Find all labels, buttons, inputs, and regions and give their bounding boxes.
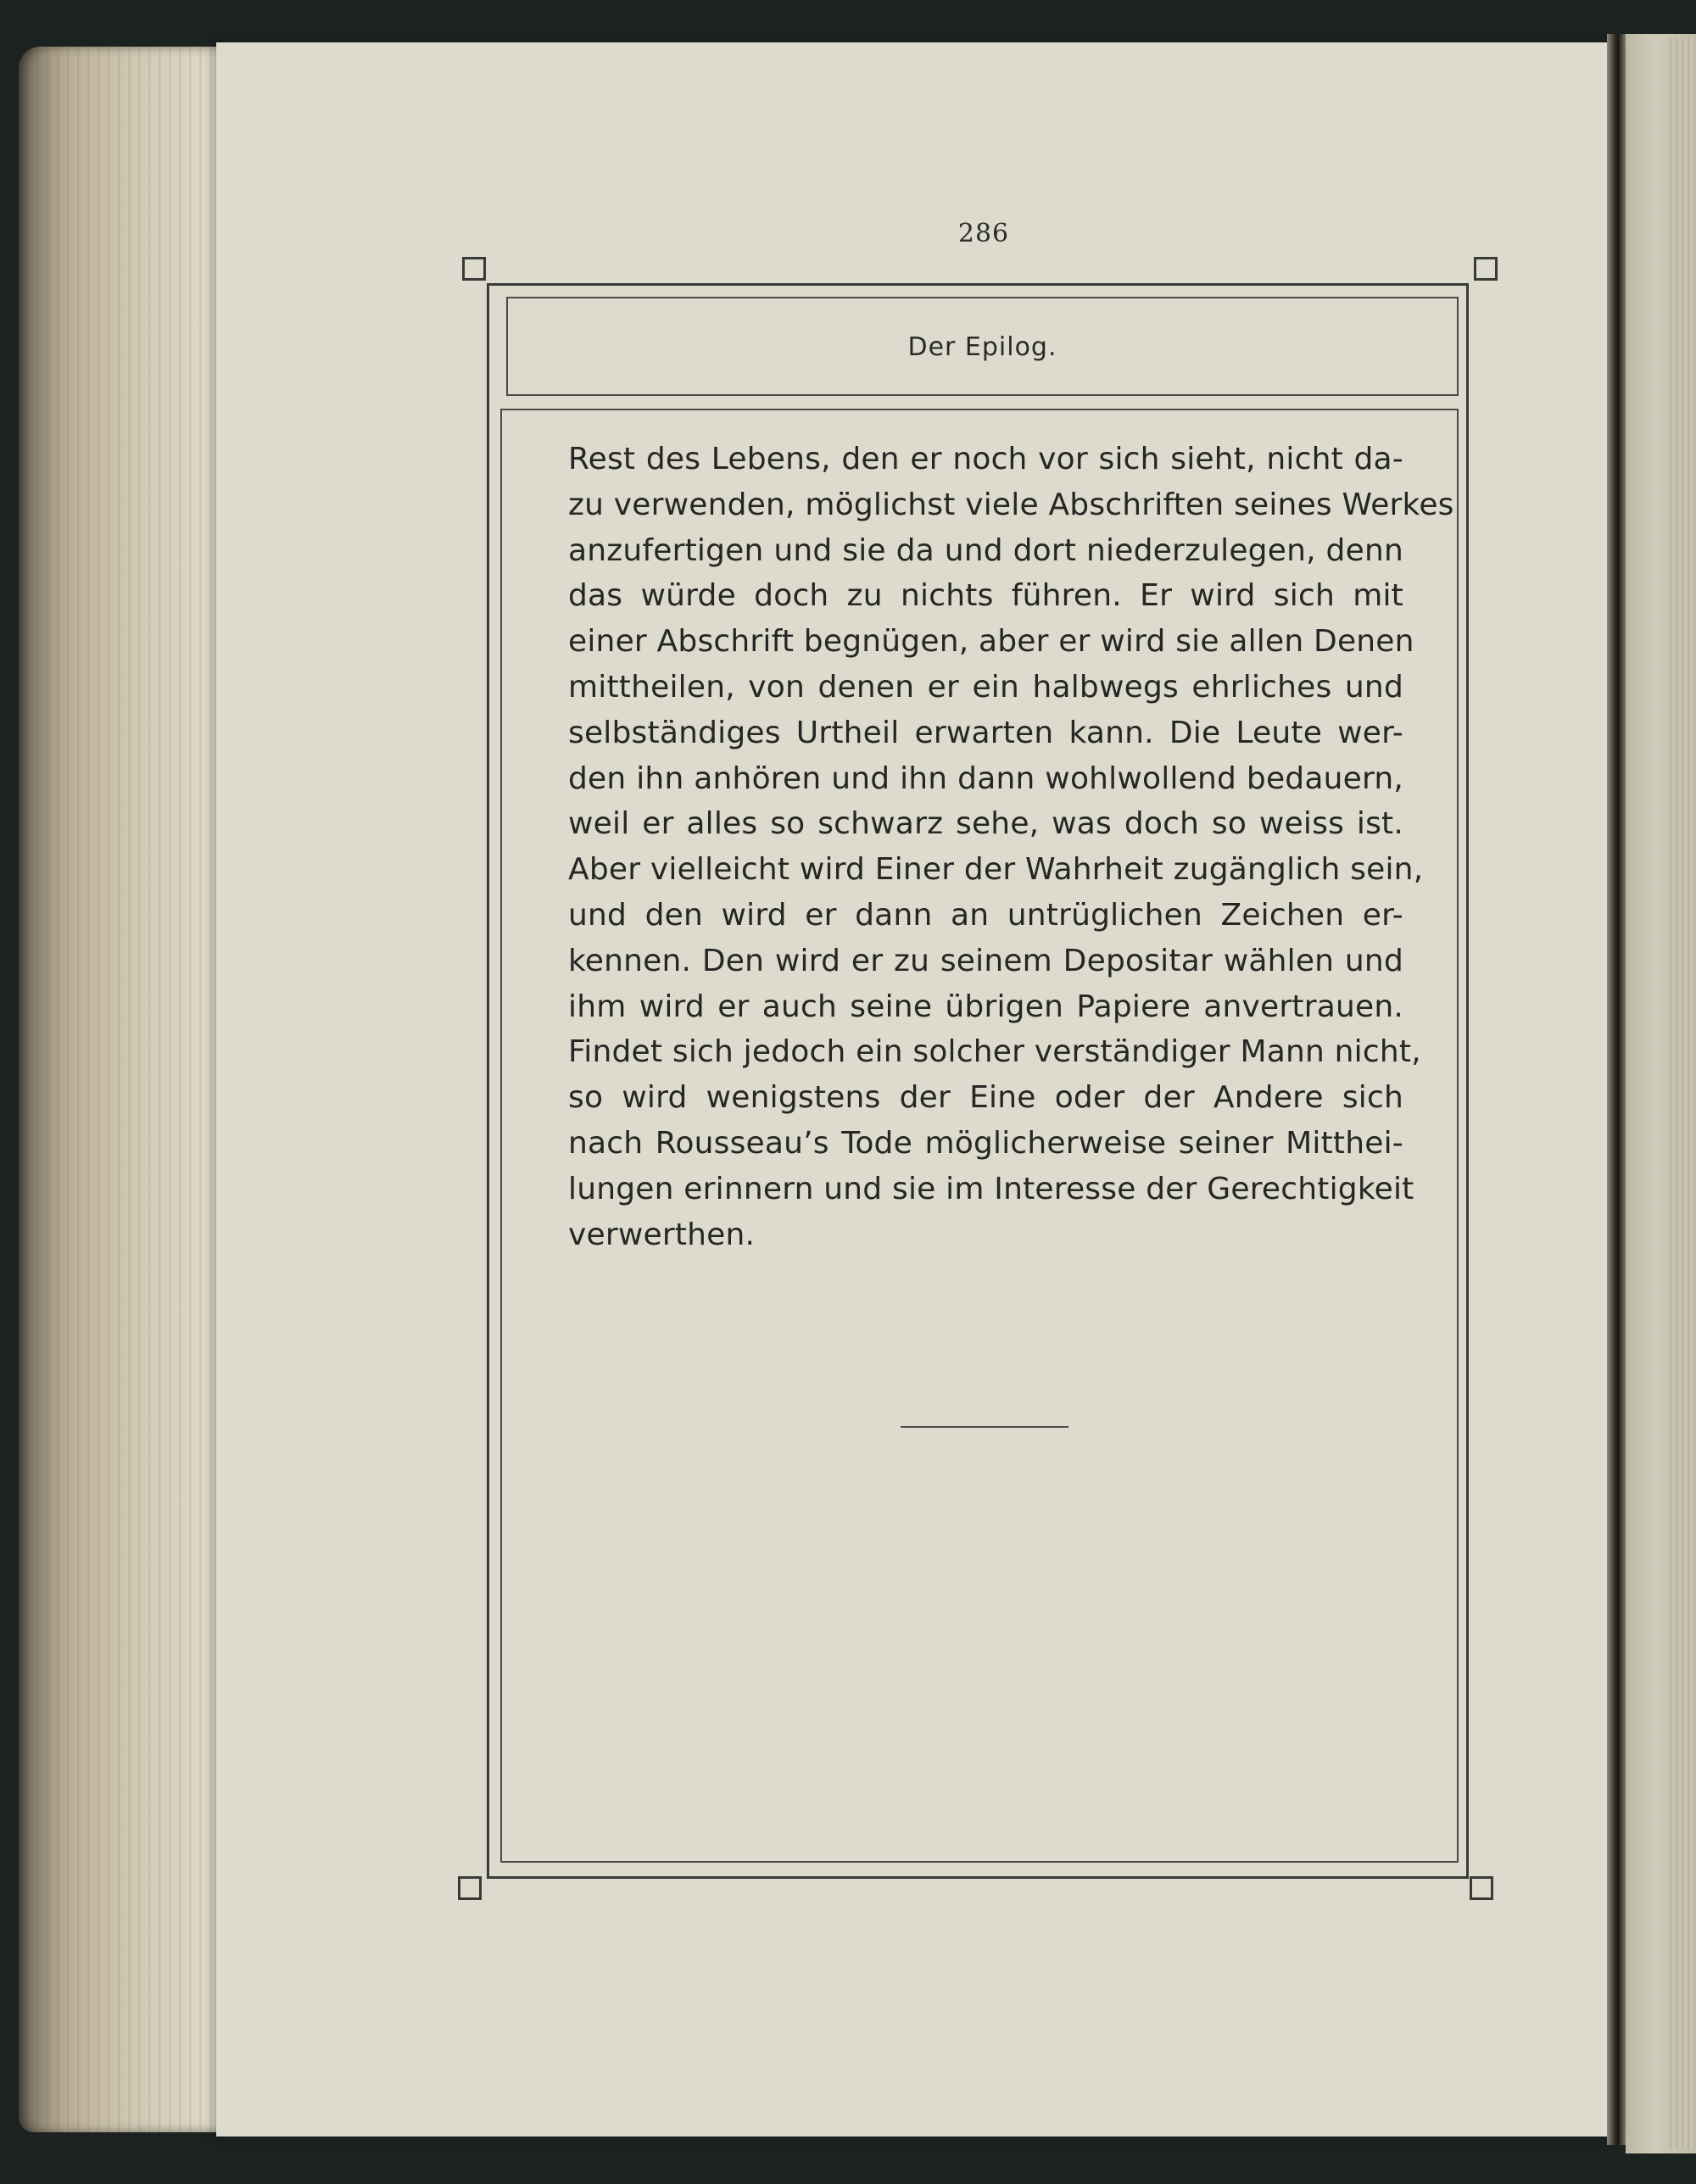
text-line: den ihn anhören und ihn dann wohlwollend bedauern,	[568, 760, 1403, 796]
text-line: weil er alles so schwarz sehe, was doch so weiss ist.	[568, 806, 1403, 842]
text-line: verwerthen.	[568, 1217, 756, 1252]
text-line: anzufertigen und sie da und dort niederzulegen, denn	[568, 532, 1403, 568]
text-line: einer Abschrift begnügen, aber er wird sie allen Denen	[568, 624, 1414, 660]
text-line: mittheilen, von denen er ein halbwegs ehrliches und	[568, 669, 1403, 705]
text-line: lungen erinnern und sie im Interesse der Gerechtigkeit	[568, 1171, 1414, 1206]
text-line: Findet sich jedoch ein solcher verständiger Mann nicht,	[568, 1034, 1421, 1070]
frame-corner-top-right	[1474, 257, 1498, 281]
running-head-box	[506, 297, 1459, 396]
text-line: selbständiges Urtheil erwarten kann. Die Leute wer-	[568, 715, 1403, 750]
text-line: kennen. Den wird er zu seinem Depositar wählen und	[568, 943, 1403, 978]
running-head: Der Epilog.	[907, 332, 1057, 362]
text-line: das würde doch zu nichts führen. Er wird sich mit	[568, 578, 1403, 614]
book-gutter	[1607, 34, 1626, 2145]
text-line: Aber vielleicht wird Einer der Wahrheit zugänglich sein,	[568, 852, 1424, 888]
body-text	[568, 437, 1454, 1257]
page-number: 286	[957, 219, 1010, 248]
text-line: ihm wird er auch seine übrigen Papiere anvertrauen.	[568, 989, 1403, 1024]
text-line: Rest des Lebens, den er noch vor sich sieht, nicht da-	[568, 442, 1403, 476]
text-line: und den wird er dann an untrüglichen Zeichen er-	[568, 897, 1403, 933]
frame-corner-bottom-right	[1470, 1876, 1493, 1900]
text-line: so wird wenigstens der Eine oder der Andere sich	[568, 1080, 1403, 1116]
facing-page-edge	[1666, 38, 1696, 2149]
text-line: nach Rousseau’s Tode möglicherweise seiner Mitthei-	[568, 1125, 1403, 1161]
frame-corner-top-left	[462, 257, 486, 281]
section-end-rule	[901, 1426, 1068, 1428]
text-line: zu verwenden, möglichst viele Abschriften seines Werkes	[568, 487, 1454, 522]
frame-corner-bottom-left	[458, 1876, 482, 1900]
